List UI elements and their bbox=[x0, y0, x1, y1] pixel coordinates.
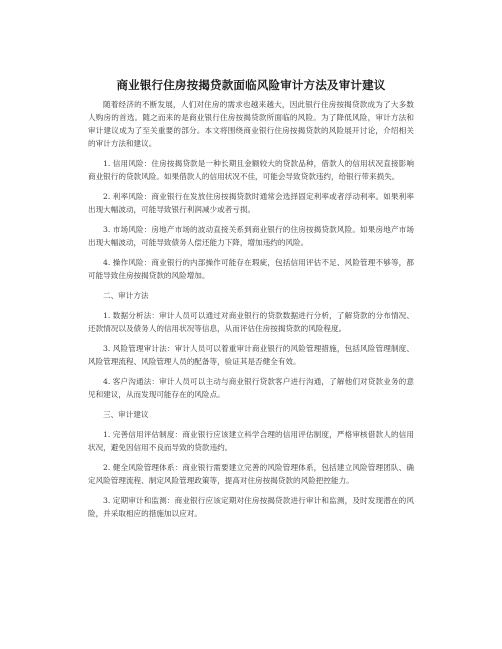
risk-item-interest-rate: 2. 利率风险：商业银行在发放住房按揭贷款时通常会选择固定利率或者浮动利率。如果利率出现大幅波动，可能导致银行利润减少或者亏损。 bbox=[88, 192, 414, 214]
suggestion-item-credit-evaluation: 1. 完善信用评估制度：商业银行应该建立科学合理的信用评估制度，严格审核借款人的信用状况，避免因信用不良而导致的贷款违约。 bbox=[88, 430, 414, 452]
risk-item-market: 3. 市场风险：房地产市场的波动直接关系到商业银行的住房按揭贷款风险。如果房地产市场出现大幅波动，可能导致债务人偿还能力下降，增加违约的风险。 bbox=[88, 225, 414, 247]
method-item-risk-management: 3. 风险管理审计法：审计人员可以着重审计商业银行的风险管理措施，包括风险管理制度、风险管理流程、风险管理人员的配备等，验证其是否健全有效。 bbox=[88, 344, 414, 366]
risk-item-credit: 1. 信用风险：住房按揭贷款是一种长期且金额较大的贷款品种，借款人的信用状况直接影响商业银行的贷款风险。如果借款人的信用状况不佳，可能会导致贷款违约，给银行带来损失。 bbox=[88, 159, 414, 181]
intro-paragraph: 随着经济的不断发展，人们对住房的需求也越来越大，因此银行住房按揭贷款成为了大多数人购房的首选。随之而来的是商业银行住房按揭贷款所面临的风险。为了降低风险，审计方法和审计建议成为了至关重要的部分。本文将围绕商业银行住房按揭贷款的风险展开讨论，介绍相关的审计方法和建议。 bbox=[88, 100, 414, 148]
section-heading-audit-methods: 二、审计方法 bbox=[103, 291, 149, 300]
method-item-data-analysis: 1. 数据分析法：审计人员可以通过对商业银行的贷款数据进行分析，了解贷款的分布情况、还款情况以及债务人的信用状况等信息，从而评估住房按揭贷款的风险程度。 bbox=[88, 311, 414, 333]
risk-item-operational: 4. 操作风险：商业银行的内部操作可能存在瑕疵，包括信用评估不足、风险管理不够等，都可能导致住房按揭贷款的风险增加。 bbox=[88, 258, 414, 280]
suggestion-item-risk-system: 2. 健全风险管理体系：商业银行需要建立完善的风险管理体系，包括建立风险管理团队、确定风险管理流程、制定风险管理政策等，提高对住房按揭贷款的风险把控能力。 bbox=[88, 463, 414, 485]
document-body bbox=[88, 98, 414, 527]
suggestion-item-regular-audit: 3. 定期审计和监测：商业银行应该定期对住房按揭贷款进行审计和监测，及时发现潜在的风险，并采取相应的措施加以应对。 bbox=[88, 496, 414, 518]
section-heading-audit-suggestions: 三、审计建议 bbox=[103, 410, 149, 419]
method-item-customer-communication: 4. 客户沟通法：审计人员可以主动与商业银行贷款客户进行沟通，了解他们对贷款业务的意见和建议，从而发现可能存在的风险点。 bbox=[88, 377, 414, 399]
document-title: 商业银行住房按揭贷款面临风险审计方法及审计建议 bbox=[116, 78, 386, 92]
